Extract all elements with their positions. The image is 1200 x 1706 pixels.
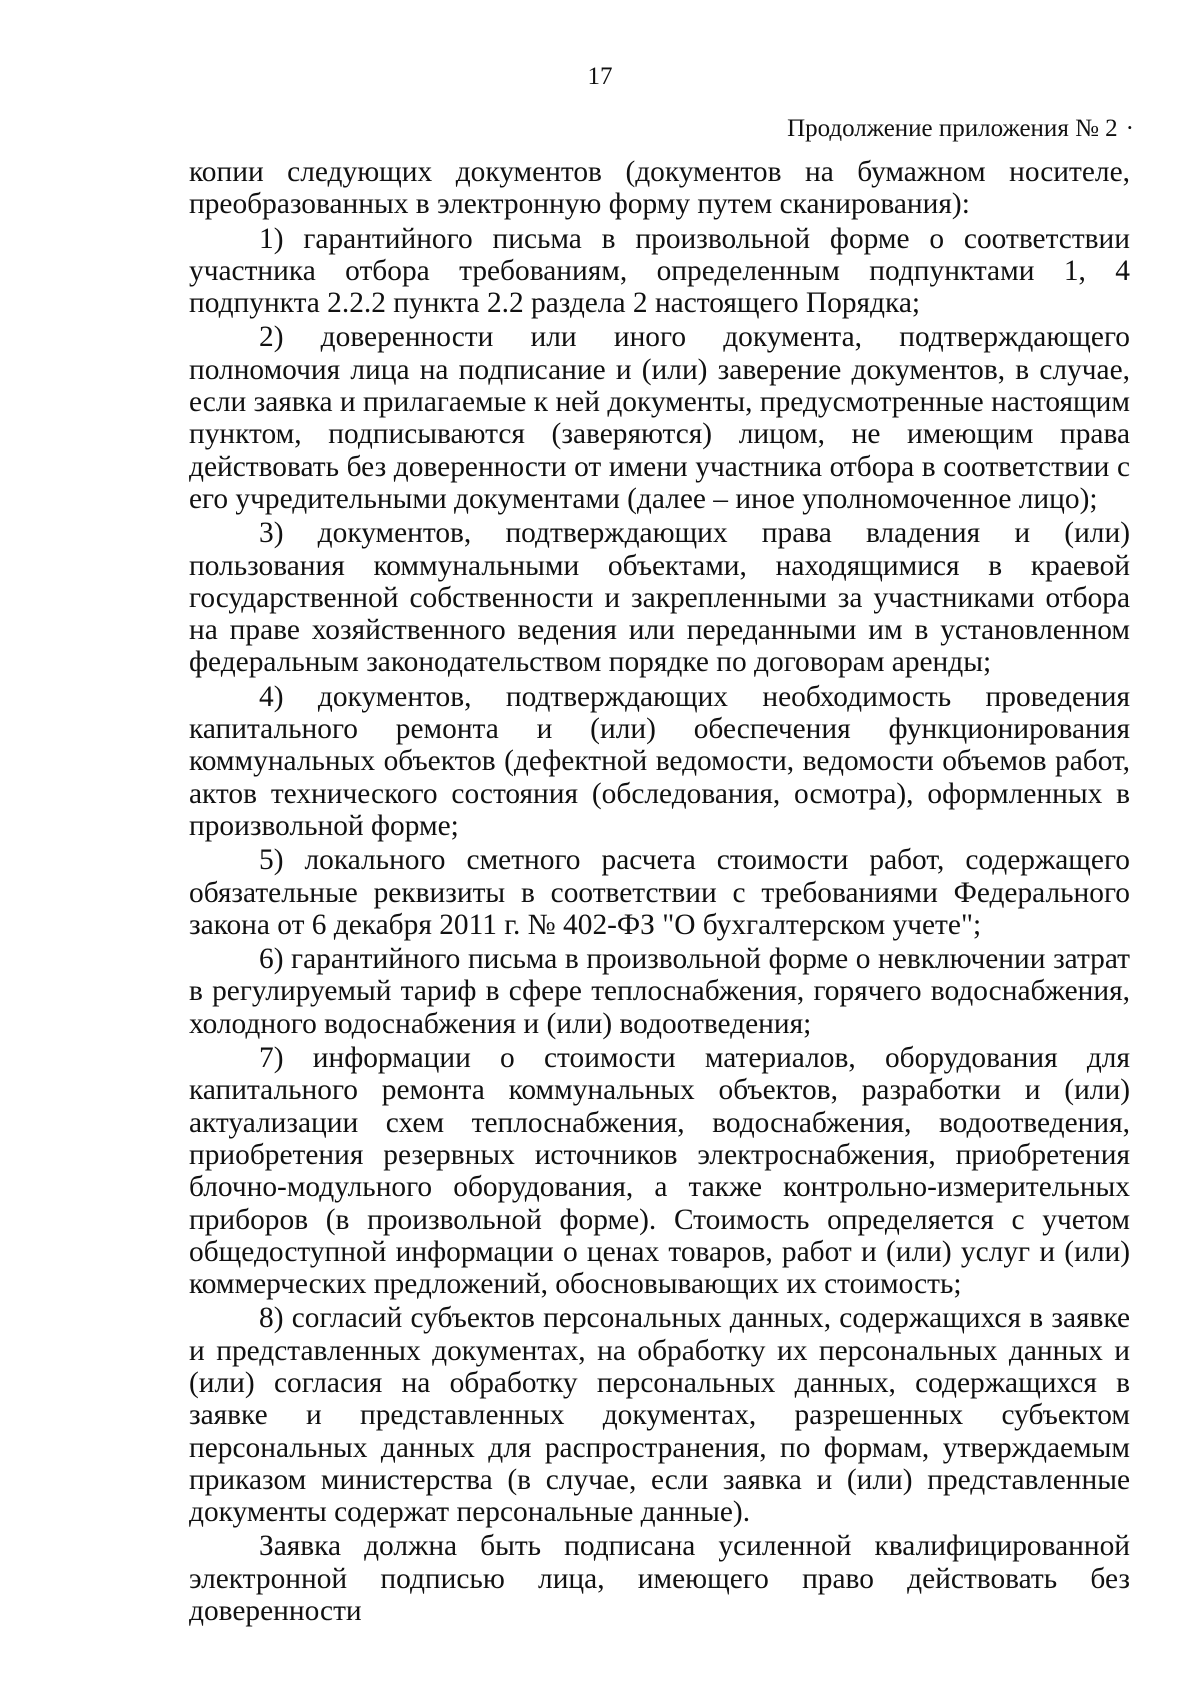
- paragraph-intro: копии следующих документов (документов на бумажном носителе, преобразованных в электронную форму путем сканирования):: [189, 156, 1130, 221]
- page-number: 17: [587, 63, 613, 90]
- list-item-2: 2) доверенности или иного документа, подтверждающего полномочия лица на подписание и (или) заверение документов, в случае, если заявка и прилагаемые к ней документы, предусмотренные настоящим пунктом, подписываются (заверяются) лицом, не имеющим права действовать без доверенности от имени участника отбора в соответствии с его учредительными документами (далее – иное уполномоченное лицо);: [189, 321, 1130, 515]
- list-item-3: 3) документов, подтверждающих права владения и (или) пользования коммунальными объектами, находящимися в краевой государственной собственности и закрепленными за участниками отбора на праве хозяйственного ведения или переданными им в установленном федеральным законодательством порядке по договорам аренды;: [189, 517, 1130, 679]
- list-item-1: 1) гарантийного письма в произвольной форме о соответствии участника отбора требованиям, определенным подпунктами 1, 4 подпункта 2.2.2 пункта 2.2 раздела 2 настоящего Порядка;: [189, 222, 1130, 320]
- list-item-4: 4) документов, подтверждающих необходимость проведения капитального ремонта и (или) обеспечения функционирования коммунальных объектов (дефектной ведомости, ведомости объемов работ, актов технического состояния (обследования, осмотра), оформленных в произвольной форме;: [189, 680, 1130, 842]
- document-body: [189, 156, 1130, 1627]
- running-header: [787, 114, 1134, 144]
- list-item-8: 8) согласий субъектов персональных данных, содержащихся в заявке и представленных документах, на обработку их персональных данных и (или) согласия на обработку персональных данных, содержащихся в заявке и представленных документах, разрешенных субъектом персональных данных для распространения, по формам, утверждаемым приказом министерства (в случае, если заявка и (или) представленные документы содержат персональные данные).: [189, 1302, 1130, 1529]
- header-mark: ·: [1125, 115, 1134, 142]
- list-item-7: 7) информации о стоимости материалов, оборудования для капитального ремонта коммунальных объектов, разработки и (или) актуализации схем теплоснабжения, водоснабжения, водоотведения, приобретения резервных источников электроснабжения, приобретения блочно-модульного оборудования, а также контрольно-измерительных приборов (в произвольной форме). Стоимость определяется с учетом общедоступной информации о ценах товаров, работ и (или) услуг и (или) коммерческих предложений, обосновывающих их стоимость;: [189, 1042, 1130, 1301]
- list-item-6: 6) гарантийного письма в произвольной форме о невключении затрат в регулируемый тариф в сфере теплоснабжения, горячего водоснабжения, холодного водоснабжения и (или) водоотведения;: [189, 943, 1130, 1040]
- paragraph-closing: Заявка должна быть подписана усиленной квалифицированной электронной подписью лица, имеющего право действовать без доверенности: [189, 1530, 1130, 1628]
- running-header-text: Продолжение приложения № 2: [787, 115, 1118, 142]
- list-item-5: 5) локального сметного расчета стоимости работ, содержащего обязательные реквизиты в соответствии с требованиями Федерального закона от 6 декабря 2011 г. № 402-ФЗ "О бухгалтерском учете";: [189, 844, 1130, 941]
